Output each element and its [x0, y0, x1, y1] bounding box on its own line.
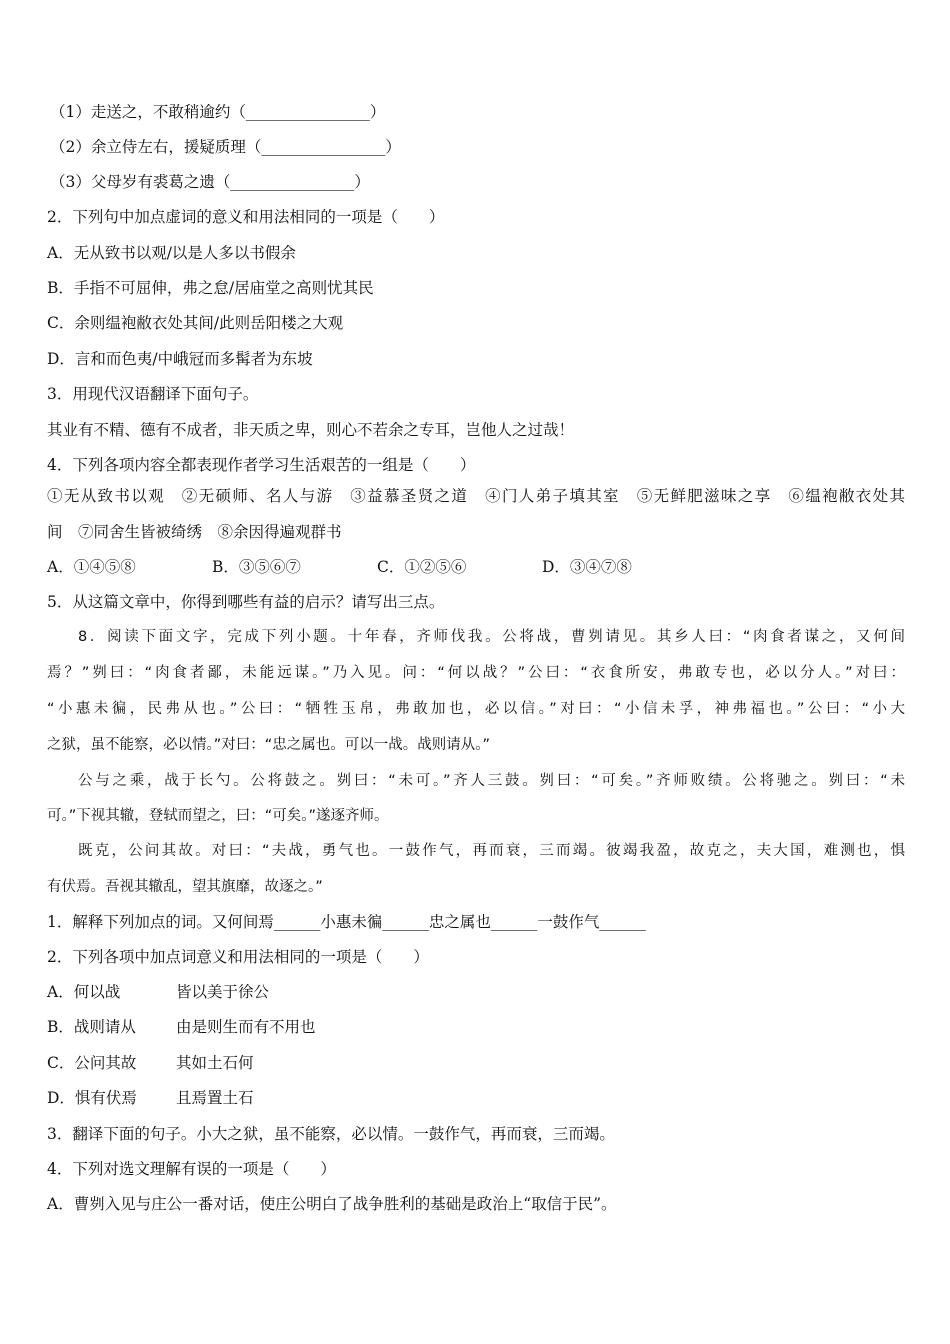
passage-question-4: 4．下列对选文理解有误的一项是（ ）	[47, 1160, 336, 1178]
passage-option-a-compare: 皆以美于徐公	[176, 983, 270, 1001]
q4-option-c: C．①②⑤⑥	[377, 558, 467, 576]
passage-line: 8．阅读下面文字，完成下列小题。十年春，齐师伐我。公将战，曹刿请见。其乡人曰：“肉食者谋之，又何间	[78, 629, 905, 645]
q4-option-d: D．③④⑦⑧	[542, 558, 632, 576]
passage-question-2: 2．下列各项中加点词意义和用法相同的一项是（ ）	[47, 948, 429, 966]
passage-question-3: 3．翻译下面的句子。小大之狱，虽不能察，必以情。一鼓作气，再而衰，三而竭。	[47, 1125, 615, 1143]
question-4: 4．下列各项内容全都表现作者学习生活艰苦的一组是（ ）	[47, 456, 476, 474]
question-3-sentence: 其业有不精、德有不成者，非天质之卑，则心不若余之专耳，岂他人之过哉！	[47, 421, 575, 439]
passage-question-4-option-a: A．曹刿入见与庄公一番对话，使庄公明白了战争胜利的基础是政治上“取信于民”。	[47, 1195, 617, 1213]
passage-question-1: 1．解释下列加点的词。又何间焉______小惠未徧______忠之属也______一鼓作气______	[47, 913, 646, 931]
passage-option-d-compare: 且焉置土石	[176, 1089, 254, 1107]
passage-option-b: B．战则请从	[47, 1018, 136, 1036]
passage-line: 有伏焉。吾视其辙乱，望其旗靡，故逐之。”	[47, 879, 323, 895]
passage-option-b-compare: 由是则生而有不用也	[176, 1018, 316, 1036]
passage-option-a: A．何以战	[47, 983, 121, 1001]
passage-option-c: C．公问其故	[47, 1054, 137, 1072]
sub-question-3: （3）父母岁有裘葛之遗（________________）	[50, 173, 370, 191]
passage-line: 既克，公问其故。对曰：“夫战，勇气也。一鼓作气，再而衰，三而竭。彼竭我盈，故克之，夫大国，难测也，惧	[78, 843, 905, 859]
passage-line: 之狱，虽不能察，必以情。”对曰：“忠之属也。可以一战。战则请从。”	[47, 737, 491, 753]
question-3: 3．用现代汉语翻译下面句子。	[47, 385, 259, 403]
option-d: D．言和而色夷/中峨冠而多髯者为东坡	[47, 350, 313, 368]
passage-line: 焉？”刿曰：“肉食者鄙，未能远谋。”乃入见。问：“何以战？”公曰：“衣食所安，弗敢专也，必以分人。”对曰：	[47, 665, 905, 681]
option-b: B．手指不可屈伸，弗之怠/居庙堂之高则忧其民	[47, 279, 374, 297]
q4-option-a: A．①④⑤⑧	[47, 558, 136, 576]
passage-option-d: D．惧有伏焉	[47, 1089, 137, 1107]
question-2: 2．下列句中加点虚词的意义和用法相同的一项是（ ）	[47, 208, 445, 226]
passage-line: 可。”下视其辙，登轼而望之，曰：“可矣。”遂逐齐师。	[47, 808, 389, 824]
passage-line: “小惠未徧，民弗从也。”公曰：“牺牲玉帛，弗敢加也，必以信。”对曰：“小信未孚，神弗福也。”公曰：“小大	[47, 701, 905, 717]
option-a: A．无从致书以观/以是人多以书假余	[47, 244, 296, 262]
passage-line: 公与之乘，战于长勺。公将鼓之。刿曰：“未可。”齐人三鼓。刿曰：“可矣。”齐师败绩。公将驰之。刿曰：“未	[78, 773, 905, 789]
question-4-items-cont: 间 ⑦同舍生皆被绮绣 ⑧余因得遍观群书	[47, 523, 342, 541]
passage-option-c-compare: 其如土石何	[176, 1054, 254, 1072]
sub-question-1: （1）走送之，不敢稍逾约（________________）	[50, 103, 386, 121]
sub-question-2: （2）余立侍左右，援疑质理（________________）	[50, 138, 401, 156]
option-c: C．余则缊袍敝衣处其间/此则岳阳楼之大观	[47, 314, 344, 332]
question-5: 5．从这篇文章中，你得到哪些有益的启示？请写出三点。	[47, 593, 445, 611]
question-4-items: ①无从致书以观 ②无硕师、名人与游 ③益慕圣贤之道 ④门人弟子填其室 ⑤无鲜肥滋味之享 ⑥缊袍敝衣处其	[47, 487, 905, 505]
q4-option-b: B．③⑤⑥⑦	[212, 558, 301, 576]
